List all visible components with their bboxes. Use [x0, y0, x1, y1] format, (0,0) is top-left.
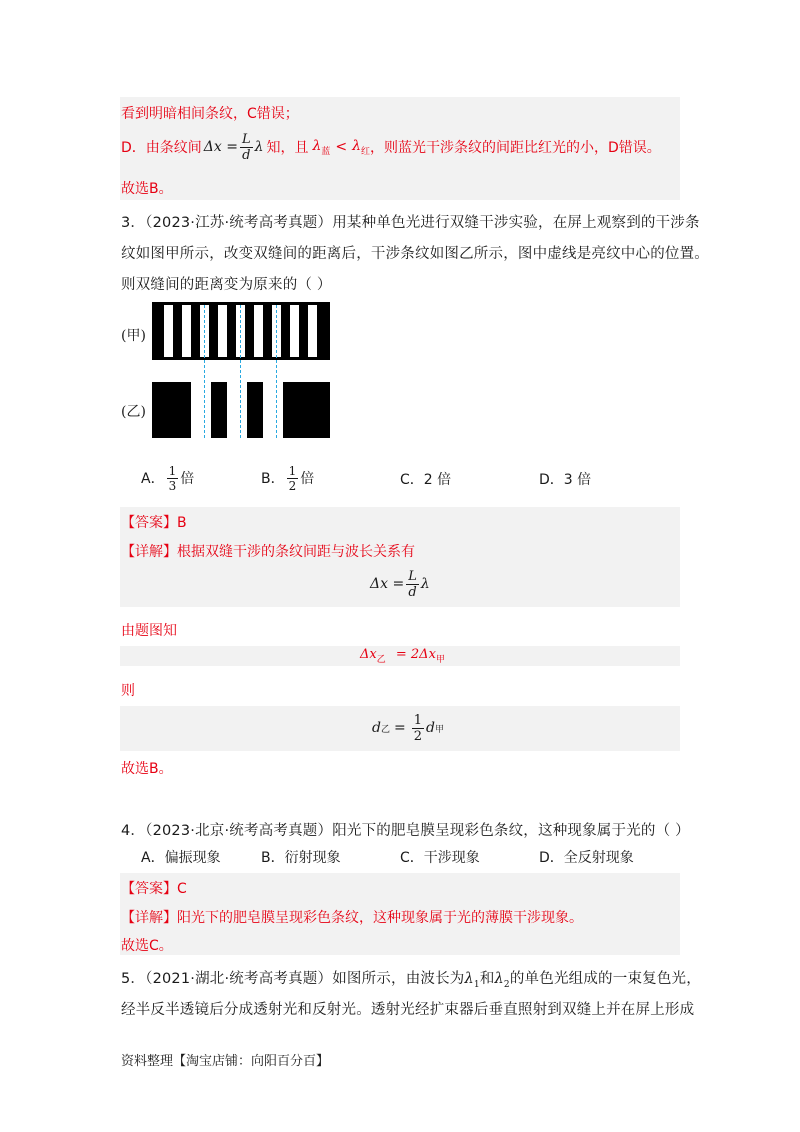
q3-option-b[interactable] — [261, 462, 314, 494]
bright-fringe-jia-1 — [164, 305, 173, 357]
option-a-letter: A． — [141, 471, 165, 487]
option-a-denominator: 3 — [168, 478, 177, 493]
option-d-text: 3 倍 — [563, 472, 592, 488]
spacing-formula-fraction — [240, 133, 253, 162]
q4-option-c[interactable]: C．干涉现象 — [400, 850, 480, 866]
q4-option-b[interactable]: B．衍射现象 — [261, 850, 341, 866]
q3-option-c[interactable] — [400, 469, 451, 489]
formula-lhs: Δx = — [370, 576, 405, 592]
bright-fringe-jia-4 — [218, 305, 227, 357]
eq2-lhs: Δx — [360, 647, 377, 662]
q5-lambda1 — [464, 971, 480, 990]
q4-option-d[interactable]: D．全反射现象 — [539, 850, 634, 866]
bright-fringe-yi-3 — [263, 382, 283, 438]
bright-fringe-jia-6 — [254, 305, 263, 357]
option-b-unit: 倍 — [300, 471, 315, 487]
q4-detail-label: 【详解】 — [121, 910, 177, 926]
q5-line1-suffix: 的单色光组成的一束复色光， — [509, 971, 701, 987]
lambda-blue-subscript: 蓝 — [321, 146, 331, 157]
bright-fringe-yi-2 — [227, 382, 247, 438]
eq2-mid: = 2Δx — [395, 647, 436, 662]
q3-stem-line1 — [121, 211, 700, 232]
option-c-letter: C． — [400, 472, 424, 488]
q3-conclusion: 故选B。 — [121, 761, 173, 777]
q3-from-figure: 由题图知 — [121, 623, 177, 639]
fraction-numerator: L — [241, 131, 251, 147]
q3-detail — [121, 541, 415, 561]
bright-fringe-yi-1 — [191, 382, 211, 438]
option-a-fraction — [167, 465, 179, 492]
bright-fringe-jia-2 — [182, 305, 191, 357]
option-b-denominator: 2 — [288, 478, 297, 493]
q4-detail — [121, 907, 583, 927]
eq3-d-right: d — [426, 720, 435, 736]
prev-answer-line2-prefix: D．由条纹间 — [121, 140, 202, 156]
q5-lambda1-subscript: 1 — [473, 980, 480, 990]
figure-label-yi: (乙) — [121, 404, 146, 420]
formula-numerator: L — [408, 568, 417, 584]
fraction-denominator: d — [242, 147, 251, 163]
eq3-subscript-yi: 乙 — [380, 724, 390, 735]
q5-lambda2 — [494, 971, 510, 990]
q4-conclusion: 故选C。 — [121, 938, 173, 954]
q3-option-d[interactable] — [539, 469, 591, 489]
eq3-denominator: 2 — [413, 728, 422, 744]
lambda-red — [352, 138, 370, 157]
bright-fringe-jia-9 — [308, 305, 317, 357]
lambda-blue-symbol: λ — [312, 137, 322, 154]
q3-detail-text: 根据双缝干涉的条纹间距与波长关系有 — [177, 544, 415, 560]
q5-line1-prefix: 5．（2021·湖北·统考高考真题）如图所示，由波长为 — [121, 971, 465, 987]
prev-answer-line2 — [121, 129, 661, 165]
q3-option-a[interactable] — [141, 462, 194, 494]
lambda-red-symbol: λ — [352, 137, 361, 154]
q5-lambda2-subscript: 2 — [503, 980, 510, 990]
formula-lambda: λ — [420, 576, 430, 592]
q5-stem-line1 — [121, 967, 701, 990]
q3-slit-distance-equation — [372, 708, 444, 748]
lambda-red-subscript: 红 — [360, 146, 370, 157]
lambda-blue — [312, 138, 330, 157]
q4-detail-text: 阳光下的肥皂膜呈现彩色条纹，这种现象属于光的薄膜干涉现象。 — [177, 910, 583, 926]
formula-fraction — [406, 570, 419, 599]
lambda-symbol: λ — [254, 139, 264, 155]
q3-spacing-formula — [370, 566, 430, 602]
prev-answer-line2-mid: 知，且 — [266, 140, 309, 156]
q3-stem-line2: 纹如图甲所示，改变双缝间的距离后，干涉条纹如图乙所示，图中虚线是亮纹中心的位置。 — [121, 246, 709, 262]
eq3-equals: = — [393, 720, 406, 736]
q5-and: 和 — [479, 971, 495, 987]
q3-number: 3． — [121, 215, 146, 231]
q3-answer: 【答案】B — [121, 515, 187, 531]
figure-label-jia: (甲) — [121, 328, 146, 344]
interference-figure — [145, 300, 345, 450]
option-c-text: 2 倍 — [423, 472, 452, 488]
q3-detail-label: 【详解】 — [121, 544, 177, 560]
q5-lambda2-symbol: λ — [494, 971, 504, 987]
prev-answer-conclusion: 故选B。 — [121, 181, 173, 197]
eq2-rhs-subscript: 甲 — [435, 655, 445, 665]
q4-stem: 4．（2023·北京·统考高考真题）阳光下的肥皂膜呈现彩色条纹，这种现象属于光的（ ） — [121, 823, 690, 839]
q3-stem-line3: 则双缝间的距离变为原来的（ ） — [121, 277, 332, 293]
q3-line1-text: （2023·江苏·统考高考真题）用某种单色光进行双缝干涉实验，在屏上观察到的干涉条 — [145, 215, 700, 231]
option-a-numerator: 1 — [168, 463, 177, 478]
option-b-letter: B． — [261, 471, 285, 487]
spacing-formula-lhs: Δx = — [203, 139, 238, 155]
option-b-numerator: 1 — [288, 463, 297, 478]
eq3-subscript-jia: 甲 — [434, 724, 444, 735]
page-footer: 资料整理【淘宝店铺：向阳百分百】 — [121, 1054, 330, 1069]
q4-option-a[interactable]: A．偏振现象 — [141, 850, 221, 866]
option-b-fraction — [287, 465, 299, 492]
q3-fringe-ratio-equation — [360, 647, 445, 665]
q5-lambda1-symbol: λ — [464, 971, 474, 987]
option-a-unit: 倍 — [180, 471, 195, 487]
q3-then: 则 — [121, 683, 135, 699]
formula-denominator: d — [408, 584, 417, 600]
q4-answer: 【答案】C — [121, 881, 187, 897]
option-d-letter: D． — [539, 472, 564, 488]
eq2-lhs-subscript: 乙 — [376, 655, 386, 665]
q5-stem-line2: 经半反半透镜后分成透射光和反射光。透射光经扩束器后垂直照射到双缝上并在屏上形成 — [121, 1002, 695, 1018]
prev-answer-line2-suffix: ，则蓝光干涉条纹的间距比红光的小，D错误。 — [370, 140, 661, 156]
eq3-numerator: 1 — [413, 712, 422, 728]
bright-fringe-jia-8 — [290, 305, 299, 357]
eq3-fraction — [412, 714, 424, 743]
prev-answer-line1: 看到明暗相间条纹，C错误； — [121, 106, 299, 122]
eq3-d-left: d — [372, 720, 381, 736]
less-than-sign: < — [335, 139, 348, 155]
